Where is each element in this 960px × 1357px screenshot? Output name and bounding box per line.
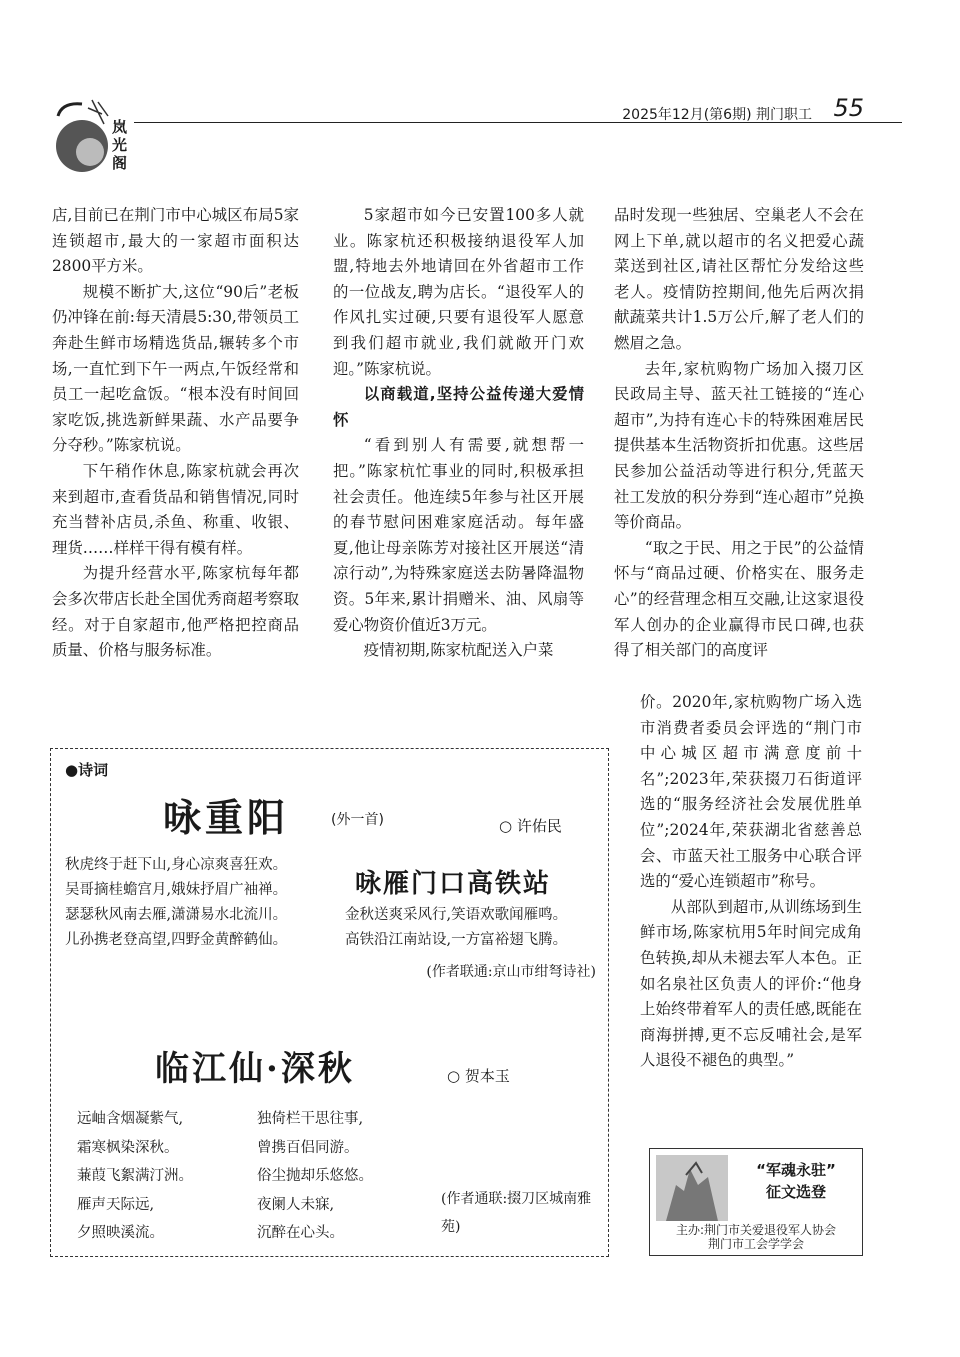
poem-author: ○ 许佑民 bbox=[499, 817, 562, 835]
poem-line: 吴哥摘桂蟾宫月,娥妹抒眉广袖禅。 bbox=[65, 882, 288, 898]
poem-title: 咏重阳 bbox=[163, 795, 290, 840]
paragraph: 为提升经营水平,陈家杭每年都会多次带店长赴全国优秀商超考察取经。对于自家超市,他严格把控商品质量、价格与服务标准。 bbox=[52, 564, 299, 660]
poem-line: 夕照映溪流。 bbox=[77, 1225, 164, 1241]
paragraph: 下午稍作休息,陈家杭就会再次来到超市,查看货品和销售情况,同时充当替补店员,杀鱼、称重、收银、理货……样样干得有模有样。 bbox=[52, 461, 299, 557]
paragraph: 5家超市如今已安置100多人就业。陈家杭还积极接纳退役军人加盟,特地去外地请回在外省超市工作的一位战友,聘为店长。“退役军人的作风扎实过硬,只要有退役军人愿意到我们超市就业,我们就敞开门欢迎。”陈家杭说。 bbox=[333, 206, 584, 378]
poem-body bbox=[65, 853, 365, 953]
paragraph: 规模不断扩大,这位“90后”老板仍冲锋在前:每天清晨5:30,带领员工奔赴生鲜市场精选货品,辗转多个市场,一直忙到下午一两点,午饭经常和员工一起吃盒饭。“根本没有时间回家吃饭,挑选新鲜果蔬、水产品要争分夺秒。”陈家杭说。 bbox=[52, 282, 299, 455]
poem-line: 雁声天际远, bbox=[77, 1196, 155, 1213]
poem-line: 曾携百侣同游。 bbox=[257, 1139, 359, 1156]
section-label: ●诗词 bbox=[65, 761, 109, 779]
column-name: 岚光阁 bbox=[112, 118, 128, 172]
paragraph: 价。2020年,家杭购物广场入选市消费者委员会评选的“荆门市中心城区超市满意度前十名”;2023年,荣获掇刀石街道评选的“服务经济社会发展优胜单位”;2024年,荣获湖北省慈善总会、市蓝天社工服务中心联合评选的“爱心连锁超市”称号。 bbox=[640, 693, 862, 891]
paragraph: 去年,家杭购物广场加入掇刀区民政局主导、蓝天社工链接的“连心超市”,为持有连心卡的特殊困难居民提供基本生活物资折扣优惠。这些居民参加公益活动等进行积分,凭蓝天社工发放的积分券到“连心超市”兑换等价商品。 bbox=[614, 359, 864, 532]
poem-line: 远岫含烟凝紫气, bbox=[77, 1111, 184, 1127]
poem-line: 俗尘抛却乐悠悠。 bbox=[257, 1168, 373, 1184]
paragraph: 从部队到超市,从训练场到生鲜市场,陈家杭用5年时间完成角色转换,却从未褪去军人本色。正如名泉社区负责人的评价:“他身上始终带着军人的责任感,既能在商海拼搏,更不忘反哺社会,是军人退役不褪色的典型。” bbox=[640, 897, 862, 1070]
page-number: 55 bbox=[833, 94, 864, 122]
poem-line: 金秋送爽采风行,笑语欢歌闻雁鸣。 bbox=[345, 907, 568, 923]
article-column-3 bbox=[614, 203, 864, 664]
poetry-box bbox=[50, 748, 609, 1257]
poem-title: 咏雁门口高铁站 bbox=[355, 869, 552, 899]
monument-photo bbox=[656, 1155, 728, 1221]
poem-line: 秋虎终于赶下山,身心凉爽喜狂欢。 bbox=[65, 857, 288, 873]
issue-date: 2025年12月(第6期) bbox=[622, 107, 752, 123]
poem-body-right bbox=[257, 1105, 437, 1248]
paragraph: “取之于民、用之于民”的公益情怀与“商品过硬、价格实在、服务走心”的经营理念相互交融,让这家退役军人创办的企业赢得市民口碑,也获得了相关部门的高度评 bbox=[614, 538, 864, 660]
poem-line: 夜阑人未寐, bbox=[257, 1196, 335, 1213]
publication-name: 荆门职工 bbox=[756, 107, 812, 123]
badge-host bbox=[654, 1223, 858, 1251]
article-column-1 bbox=[52, 203, 299, 664]
poem-line: 高铁沿江南站设,一方富裕翅飞腾。 bbox=[345, 932, 568, 948]
badge-title-line: “军魂永驻” bbox=[756, 1161, 836, 1179]
poem-body bbox=[345, 903, 605, 953]
poem-line: 儿孙携老登高望,四野金黄醉鹤仙。 bbox=[65, 932, 288, 948]
issue-info bbox=[622, 104, 812, 124]
badge-title bbox=[734, 1159, 858, 1203]
author-contact: (作者通联:掇刀区城南雅苑) bbox=[441, 1191, 592, 1235]
paragraph: 店,目前已在荆门市中心城区布局5家连锁超市,最大的一家超市面积达2800平方米。 bbox=[52, 206, 299, 276]
poem-line: 蒹葭飞絮满汀洲。 bbox=[77, 1168, 193, 1184]
article-column-3-lower bbox=[640, 690, 862, 1074]
host-line: 主办:荆门市关爱退役军人协会 bbox=[675, 1223, 837, 1237]
poem-line: 霜寒枫染深秋。 bbox=[77, 1139, 179, 1156]
article-column-2 bbox=[333, 203, 584, 664]
poem-body-left bbox=[77, 1105, 237, 1248]
host-line: 荆门市工会学学会 bbox=[707, 1237, 804, 1251]
essay-series-badge bbox=[649, 1148, 863, 1256]
subheading: 以商载道,坚持公益传递大爱情怀 bbox=[333, 385, 584, 429]
poem-author: ○ 贺本玉 bbox=[447, 1067, 510, 1085]
poem-line: 独倚栏干思往事, bbox=[257, 1111, 364, 1127]
badge-title-line: 征文选登 bbox=[765, 1183, 826, 1201]
paragraph: “看到别人有需要,就想帮一把。”陈家杭忙事业的同时,积极承担社会责任。他连续5年参与社区开展的春节慰问困难家庭活动。每年盛夏,他让母亲陈芳对接社区开展送“清凉行动”,为特殊家庭送去防暑降温物资。5年来,累计捐赠米、油、风扇等爱心物资价值近3万元。 bbox=[333, 436, 584, 634]
author-contact: (作者联通:京山市绀弩诗社) bbox=[426, 964, 596, 980]
poem-title: 临江仙·深秋 bbox=[155, 1049, 355, 1089]
poem-line: 瑟瑟秋风南去雁,潇潇易水北流川。 bbox=[65, 907, 288, 923]
paragraph: 品时发现一些独居、空巢老人不会在网上下单,就以超市的名义把爱心蔬菜送到社区,请社区帮忙分发给这些老人。疫情防控期间,他先后两次捐献蔬菜共计1.5万公斤,解了老人们的燃眉之急。 bbox=[614, 206, 864, 352]
poem-note: (外一首) bbox=[331, 812, 384, 828]
poem-line: 沉醉在心头。 bbox=[257, 1225, 344, 1241]
paragraph: 疫情初期,陈家杭配送入户菜 bbox=[363, 641, 554, 660]
